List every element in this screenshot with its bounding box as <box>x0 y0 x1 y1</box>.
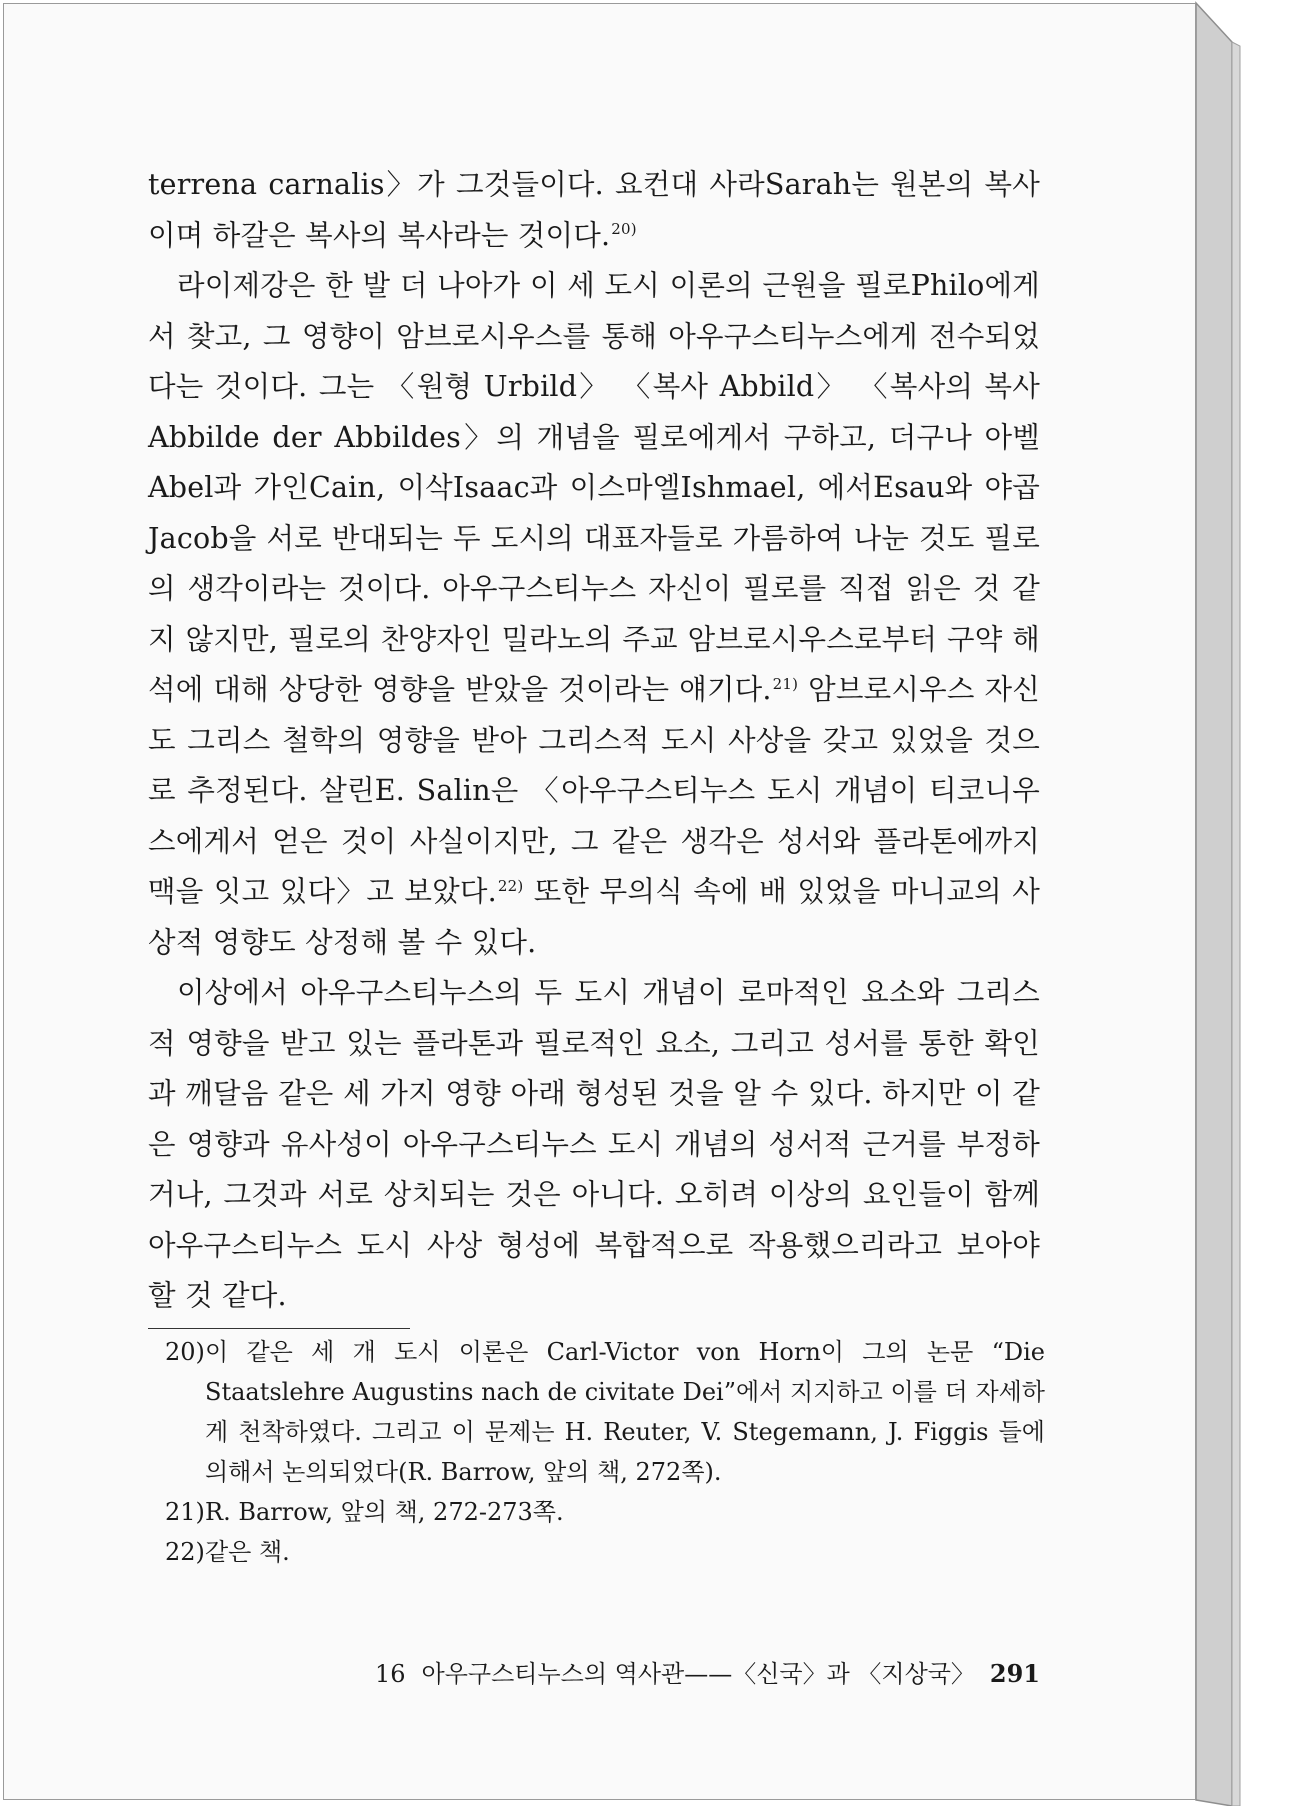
chapter-number: 16 <box>375 1660 406 1688</box>
footnote-text: R. Barrow, 앞의 책, 272-273쪽. <box>205 1498 564 1526</box>
footnote-22 <box>165 1532 1045 1572</box>
footnote-number: 20) <box>165 1338 205 1366</box>
paragraph-2-text-continued: 암브로시우스 자신도 그리스 철학의 영향을 받아 그리스적 도시 사상을 갖고 있었을 것으로 추정된다. 살린E. Salin은 〈아우구스티누스 도시 개념이 티코니우스에게서 얻은 것이 사실이지만, 그 같은 생각은 성서와 플라톤에까지 맥을 잇고 있다〉고 보았다. <box>148 673 1040 908</box>
body-text <box>148 160 1040 1322</box>
footnote-ref-22[interactable]: 22) <box>497 876 524 895</box>
footnote-ref-20[interactable]: 20) <box>611 220 637 238</box>
page-number: 291 <box>989 1659 1040 1688</box>
footnote-ref-21[interactable]: 21) <box>772 674 799 693</box>
footnote-divider <box>148 1328 410 1329</box>
paragraph-2-text: 라이제강은 한 발 더 나아가 이 세 도시 이론의 근원을 필로Philo에게서 찾고, 그 영향이 암브로시우스를 통해 아우구스티누스에게 전수되었다는 것이다. 그는 〈원형 Urbild〉 〈복사 Abbild〉 〈복사의 복사 Abbilde der Abbildes〉의 개념을 필로에게서 구하고, 더구나 아벨Abel과 가인Cain, 이삭Isaac과 이스마엘Ishmael, 에서Esau와 야곱Jacob을 서로 반대되는 두 도시의 대표자들로 가름하여 나눈 것도 필로의 생각이라는 것이다. 아우구스티누스 자신이 필로를 직접 읽은 것 같지 않지만, 필로의 찬양자인 밀라노의 주교 암브로시우스로부터 구약 해석에 대해 상당한 영향을 받았을 것이라는 얘기다. <box>148 269 1040 706</box>
footnote-number: 22) <box>165 1538 205 1566</box>
footnotes <box>165 1332 1045 1572</box>
running-footer <box>375 1654 1040 1689</box>
footnote-20 <box>165 1332 1045 1492</box>
paragraph-2-text-end: 또한 무의식 속에 배 있었을 마니교의 사상적 영향도 상정해 볼 수 있다. <box>148 875 1040 959</box>
chapter-title: 아우구스티누스의 역사관——〈신국〉과 〈지상국〉 <box>421 1660 975 1688</box>
footnote-21 <box>165 1492 1045 1532</box>
paragraph-2 <box>148 261 1040 968</box>
footnote-text: 같은 책. <box>205 1538 290 1566</box>
footnote-text: 이 같은 세 개 도시 이론은 Carl-Victor von Horn이 그의 논문 “Die Staatslehre Augustins nach de civitate Dei”에서 지지하고 이를 더 자세하게 천착하였다. 그리고 이 문제는 H. Reuter, V. Stegemann, J. Figgis 들에 의해서 논의되었다(R. Barrow, 앞의 책, 272쪽). <box>205 1338 1045 1486</box>
paragraph-1 <box>148 160 1040 261</box>
footnote-number: 21) <box>165 1498 205 1526</box>
paragraph-1-text: terrena carnalis〉가 그것들이다. 요컨대 사라Sarah는 원본의 복사이며 하갈은 복사의 복사라는 것이다. <box>148 168 1040 252</box>
paragraph-3-text: 이상에서 아우구스티누스의 두 도시 개념이 로마적인 요소와 그리스적 영향을 받고 있는 플라톤과 필로적인 요소, 그리고 성서를 통한 확인과 깨달음 같은 세 가지 영향 아래 형성된 것을 알 수 있다. 하지만 이 같은 영향과 유사성이 아우구스티누스 도시 개념의 성서적 근거를 부정하거나, 그것과 서로 상치되는 것은 아니다. 오히려 이상의 요인들이 함께 아우구스티누스 도시 사상 형성에 복합적으로 작용했으리라고 보아야 할 것 같다. <box>148 976 1040 1312</box>
paragraph-3 <box>148 968 1040 1322</box>
